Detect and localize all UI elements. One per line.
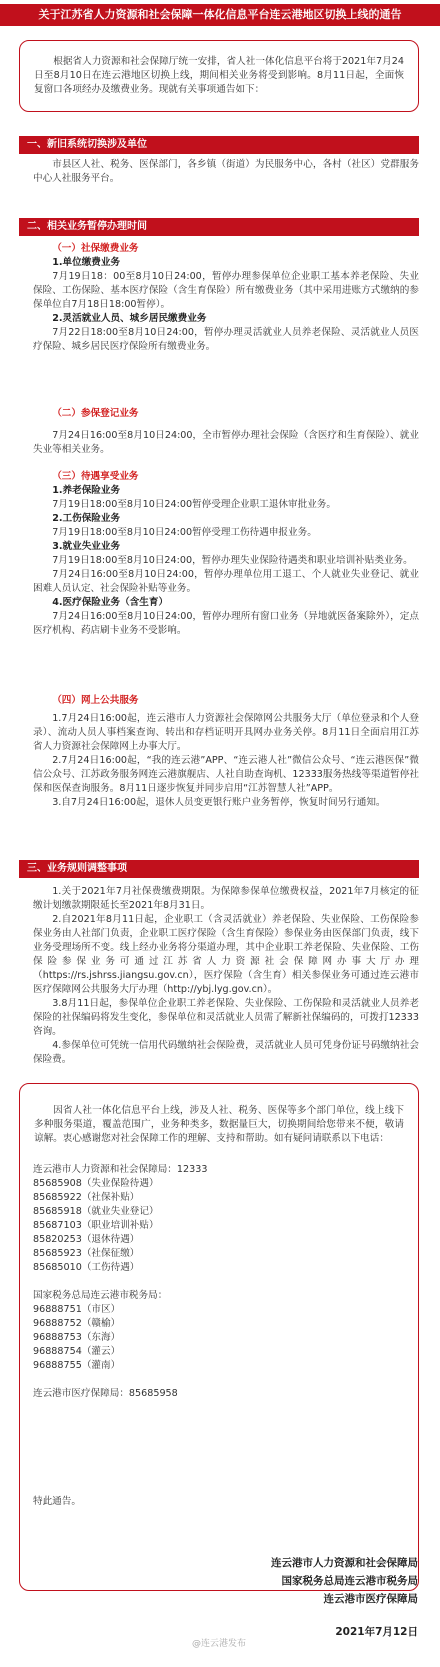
sub3-item3-text1: 7月19日18:00至8月10日24:00，暂停办理失业保险待遇类和职业培训补贴类业务。 (52, 555, 413, 566)
section3-p2: 2.自2021年8月11日起，企业职工（含灵活就业）养老保险、失业保险、工伤保险参保业务由人社部门负责，企业职工医疗保险（含生育保险）参保业务由医保部门负责，线下业务受理场所不变。线上经办业务将分渠道办理，其中企业职工养老保险、失业保险、工伤保险参保业务可通过江苏省人力资源社会保障网办事大厅办理（https://rs.jshrss.jiangsu.gov.cn），医疗保险（含生育）相关参保业务可通过连云港市医疗保障网公共服务大厅办理（http://ybj.lyg.gov.cn）。 (33, 914, 419, 995)
notice-text: 因省人社一体化信息平台上线，涉及人社、税务、医保等多个部门单位，线上线下多种服务渠道，覆盖范围广，业务种类多，数据量巨大，切换期间给您带来不便，敬请谅解。衷心感谢您对社会保障工作的理解、支持和帮助。如有疑问请联系以下电话： (34, 1105, 404, 1144)
contact-list (33, 1163, 403, 1401)
section3-header: 三、业务规则调整事项 (19, 860, 419, 878)
watermark: @连云港发布 (192, 1639, 247, 1649)
hr-phone-line: 85687103（职业培训补贴） (33, 1220, 159, 1231)
sub3-item3-title: 3.就业失业业务 (52, 541, 121, 552)
tax-bureau-title: 国家税务总局连云港市税务局： (33, 1290, 168, 1301)
sub1-item2-title: 2.灵活就业人员、城乡居民缴费业务 (52, 313, 207, 324)
section1-text: 市县区人社、税务、医保部门，各乡镇（街道）为民服务中心，各村（社区）党群服务中心人社服务平台。 (33, 159, 419, 184)
signature-tax: 国家税务总局连云港市税务局 (281, 1575, 418, 1587)
hr-bureau-phone: 连云港市人力资源和社会保障局：12333 (33, 1164, 208, 1175)
hr-phone-line: 85685908（失业保险待遇） (33, 1178, 159, 1189)
sub2-title: （二）参保登记业务 (52, 408, 139, 419)
section1-header: 一、新旧系统切换涉及单位 (19, 136, 419, 154)
hr-phone-line: 85685923（社保征缴） (33, 1248, 140, 1259)
sub1-title: （一）社保缴费业务 (52, 243, 139, 254)
sub3-item2-text: 7月19日18:00至8月10日24:00暂停受理工伤待遇申报业务。 (52, 527, 317, 538)
tax-phone-line: 96888755（灌南） (33, 1360, 121, 1371)
sub1-item1-title: 1.单位缴费业务 (52, 257, 121, 268)
sub3-item1-title: 1.养老保险业务 (52, 485, 121, 496)
signature-medical: 连云港市医疗保障局 (323, 1593, 418, 1605)
sub3-item1-text: 7月19日18:00至8月10日24:00暂停受理企业职工退休审批业务。 (52, 499, 336, 510)
sub2-block (33, 407, 419, 457)
section1-body (33, 158, 419, 186)
sub1-item1-text: 7月19日18：00至8月10日24:00，暂停办理参保单位企业职工基本养老保险、失业保险、工伤保险、基本医疗保险（含生育保险）所有缴费业务（其中采用进账方式缴纳的参保单位自7月18日18:00暂停）。 (33, 271, 419, 310)
sub3-item4-title: 4.医疗保险业务（含生育） (52, 597, 169, 608)
tax-phone-line: 96888754（灌云） (33, 1346, 121, 1357)
sub3-block (33, 470, 419, 638)
sub3-item2-title: 2.工伤保险业务 (52, 513, 121, 524)
hr-phone-line: 85685918（就业失业登记） (33, 1206, 159, 1217)
sub4-p2: 2.7月24日16:00起，“我的连云港”APP、“连云港人社”微信公众号、“连云港医保”微信公众号、江苏政务服务网连云港旗舰店、人社自助查询机、12333服务热线等渠道暂停社保和医保查询服务。8月11日逐步恢复并同步启用“江苏智慧人社”APP。 (33, 755, 419, 794)
sub3-item4-text: 7月24日16:00至8月10日24:00，暂停办理所有窗口业务（异地就医备案除外），定点医疗机构、药店刷卡业务不受影响。 (33, 611, 419, 636)
section3-body (33, 885, 419, 1067)
sub2-text: 7月24日16:00至8月10日24:00，全市暂停办理社会保险（含医疗和生育保险）、就业失业等相关业务。 (33, 430, 419, 455)
issue-date: 2021年7月12日 (335, 1626, 418, 1638)
signature-hr: 连云港市人力资源和社会保障局 (271, 1557, 418, 1569)
sub1-item2-text: 7月22日18:00至8月10日24:00，暂停办理灵活就业人员养老保险、灵活就业人员医疗保险、城乡居民医疗保险所有缴费业务。 (33, 327, 419, 352)
sub1-block (33, 242, 419, 354)
tax-phone-line: 96888752（赣榆） (33, 1318, 121, 1329)
sub4-title: （四）网上公共服务 (52, 695, 139, 706)
tax-phone-line: 96888751（市区） (33, 1304, 121, 1315)
sub4-block (33, 694, 419, 810)
section3-p3: 3.8月11日起，参保单位企业职工养老保险、失业保险、工伤保险和灵活就业人员养老保险的社保编码将发生变化，参保单位和灵活就业人员需了解新社保编码的，可拨打12333咨询。 (33, 998, 419, 1037)
hr-phone-line: 85685922（社保补贴） (33, 1192, 140, 1203)
sub3-item3-text2: 7月24日16:00至8月10日24:00，暂停办理单位用工退工、个人就业失业登记、就业困难人员认定、社会保险补贴等业务。 (33, 569, 419, 594)
section3-p4: 4.参保单位可凭统一信用代码缴纳社会保险费，灵活就业人员可凭身份证号码缴纳社会保险费。 (33, 1040, 419, 1065)
closing-line: 特此通告。 (33, 1496, 81, 1507)
section2-header: 二、相关业务暂停办理时间 (19, 218, 419, 236)
hr-phone-line: 85685010（工伤待遇） (33, 1262, 140, 1273)
sub4-p1: 1.7月24日16:00起，连云港市人力资源社会保障网公共服务大厅（单位登录和个人登录）、流动人员人事档案查询、转出和存档证明开具网办业务关停。8月11日全面启用江苏省人力资源社会保障网上办事大厅。 (33, 713, 419, 752)
sub3-title: （三）待遇享受业务 (52, 471, 139, 482)
tax-phone-line: 96888753（东海） (33, 1332, 121, 1343)
section3-p1: 1.关于2021年7月社保费缴费期限。为保障参保单位缴费权益，2021年7月核定的征缴计划缴款期限延长至2021年8月31日。 (33, 886, 419, 911)
page-title: 关于江苏省人力资源和社会保障一体化信息平台连云港地区切换上线的通告 (0, 4, 440, 26)
intro-box (19, 40, 419, 112)
medical-bureau-phone: 连云港市医疗保障局：85685958 (33, 1388, 178, 1399)
intro-text: 根据省人力资源和社会保障厅统一安排，省人社一体化信息平台将于2021年7月24日至8月10日在连云港地区切换上线，期间相关业务将受到影响。8月11日起，全面恢复窗口各项经办及缴费业务。现就有关事项通告如下： (34, 56, 404, 95)
hr-phone-line: 85820253（退休待遇） (33, 1234, 140, 1245)
sub4-p3: 3.自7月24日16:00起，退休人员变更银行账户业务暂停，恢复时间另行通知。 (52, 797, 386, 808)
